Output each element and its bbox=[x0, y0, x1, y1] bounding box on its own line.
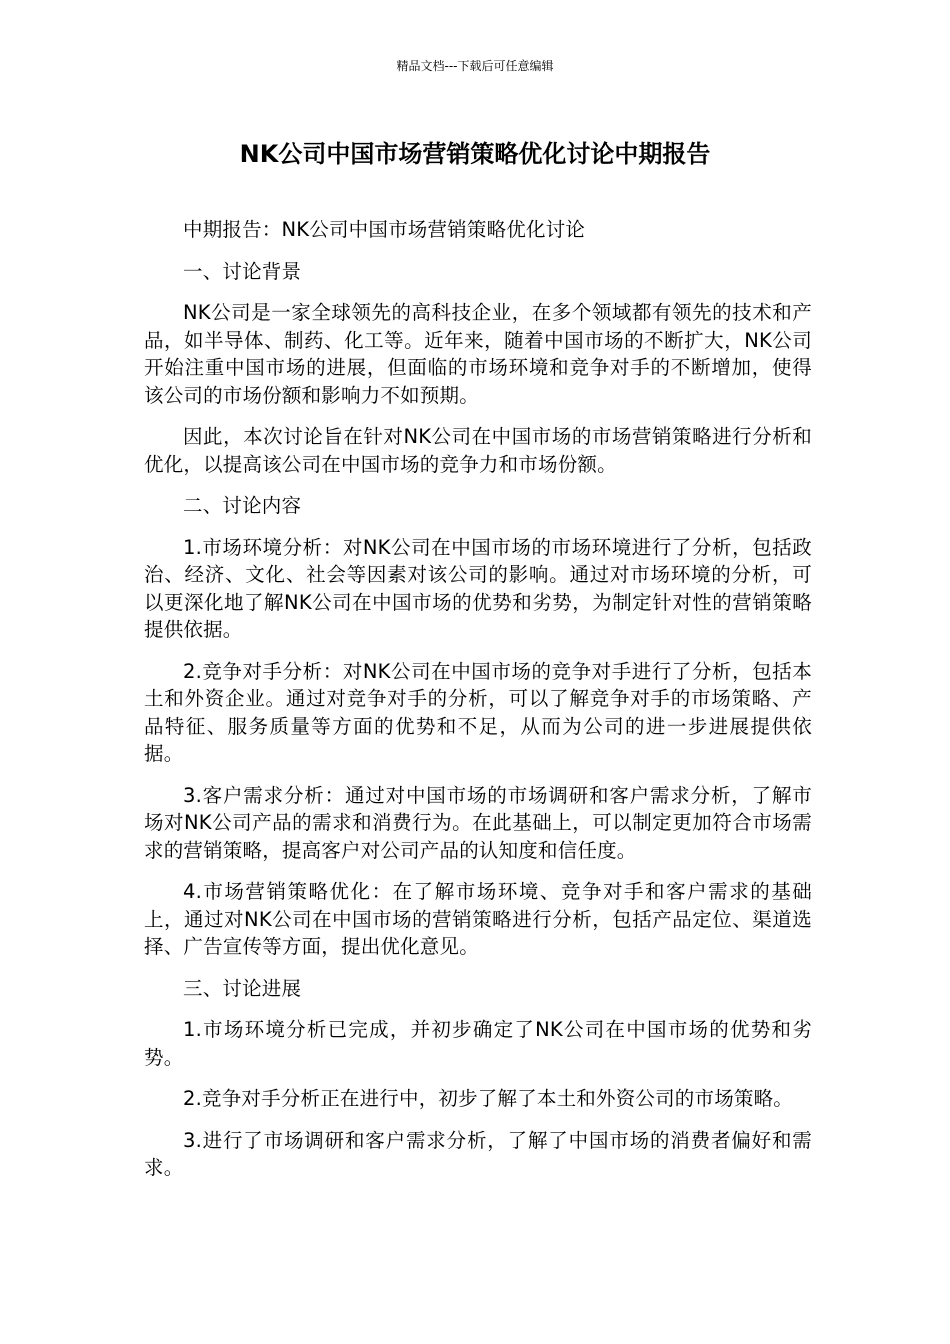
paragraph-competitor-analysis: 2.竞争对手分析：对NK公司在中国市场的竞争对手进行了分析，包括本土和外资企业。通过对竞争对手的分析，可以了解竞争对手的市场策略、产品特征、服务质量等方面的优势和不足，从而为公司的进一步进展提供依据。 bbox=[144, 659, 812, 765]
paragraph-progress-2: 2.竞争对手分析正在进行中，初步了解了本土和外资公司的市场策略。 bbox=[183, 1087, 794, 1110]
section-heading-content: 二、讨论内容 bbox=[183, 494, 302, 517]
paragraph-progress-1: 1.市场环境分析已完成，并初步确定了NK公司在中国市场的优势和劣势。 bbox=[144, 1018, 812, 1069]
paragraph-background-goal: 因此，本次讨论旨在针对NK公司在中国市场的市场营销策略进行分析和优化，以提高该公司在中国市场的竞争力和市场份额。 bbox=[144, 425, 812, 476]
report-subtitle: 中期报告：NK公司中国市场营销策略优化讨论 bbox=[183, 218, 586, 241]
section-heading-background: 一、讨论背景 bbox=[183, 259, 302, 283]
document-title: NK公司中国市场营销策略优化讨论中期报告 bbox=[239, 140, 711, 168]
paragraph-progress-3: 3.进行了市场调研和客户需求分析，了解了中国市场的消费者偏好和需求。 bbox=[144, 1128, 812, 1179]
section-heading-progress: 三、讨论进展 bbox=[183, 976, 302, 1000]
paragraph-strategy-optimization: 4.市场营销策略优化：在了解市场环境、竞争对手和客户需求的基础上，通过对NK公司在中国市场的营销策略进行分析，包括产品定位、渠道选择、广告宣传等方面，提出优化意见。 bbox=[144, 880, 812, 958]
page-header: 精品文档---下载后可任意编辑 bbox=[396, 59, 554, 73]
paragraph-market-environment: 1.市场环境分析：对NK公司在中国市场的市场环境进行了分析，包括政治、经济、文化、社会等因素对该公司的影响。通过对市场环境的分析，可以更深化地了解NK公司在中国市场的优势和劣势，为制定针对性的营销策略提供依据。 bbox=[144, 535, 812, 641]
paragraph-customer-demand: 3.客户需求分析：通过对中国市场的市场调研和客户需求分析，了解市场对NK公司产品的需求和消费行为。在此基础上，可以制定更加符合市场需求的营销策略，提高客户对公司产品的认知度和信任度。 bbox=[144, 783, 812, 862]
paragraph-background-intro: NK公司是一家全球领先的高科技企业，在多个领域都有领先的技术和产品，如半导体、制药、化工等。近年来，随着中国市场的不断扩大，NK公司开始注重中国市场的进展，但面临的市场环境和竞争对手的不断增加，使得该公司的市场份额和影响力不如预期。 bbox=[144, 301, 812, 407]
document-body bbox=[144, 216, 812, 1196]
